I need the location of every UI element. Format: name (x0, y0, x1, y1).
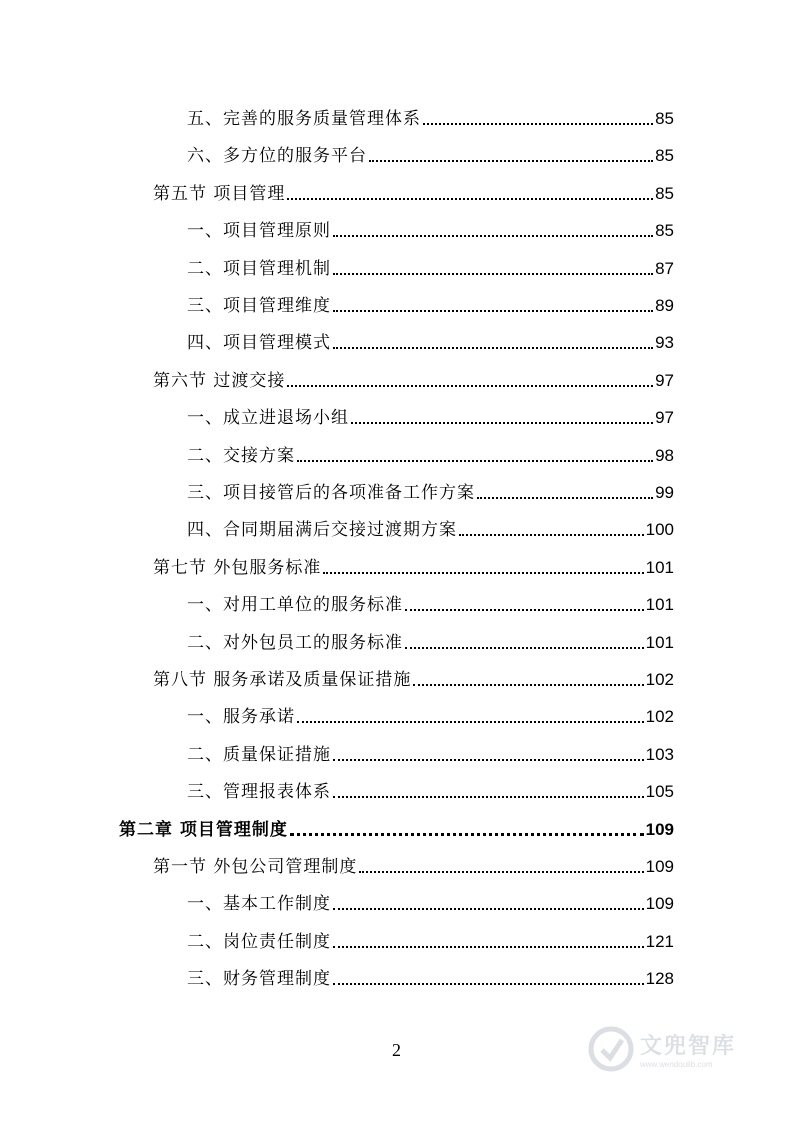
page-number: 2 (392, 1040, 401, 1060)
toc-entry-page: 109 (645, 894, 674, 914)
toc-subsection-entry[interactable] (187, 105, 674, 133)
toc-entry-label: 一、项目管理原则 (187, 221, 331, 242)
toc-entry-page: 100 (645, 520, 674, 540)
toc-entry-label: 二、岗位责任制度 (187, 931, 331, 952)
toc-entry-label: 三、管理报表体系 (187, 782, 331, 803)
toc-entry-page: 93 (655, 333, 674, 353)
toc-entry-page: 89 (655, 296, 674, 315)
watermark (588, 1022, 758, 1076)
toc-entry-label: 一、对用工单位的服务标准 (187, 595, 403, 616)
toc-entry-label: 第五节 项目管理 (153, 183, 286, 204)
toc-leader-dots (333, 235, 653, 237)
toc-chapter-entry[interactable] (119, 816, 674, 844)
toc-entry-page: 105 (645, 782, 674, 802)
toc-subsection-entry[interactable] (187, 890, 674, 918)
toc-entry-page: 101 (645, 595, 674, 615)
toc-entry-page: 85 (655, 109, 674, 128)
toc-section-entry[interactable] (153, 367, 674, 395)
toc-entry-page: 103 (645, 744, 674, 764)
toc-leader-dots (333, 347, 653, 349)
watermark-brand: 文兜智库 (640, 1034, 737, 1059)
toc-subsection-entry[interactable] (187, 217, 674, 245)
toc-entry-label: 一、基本工作制度 (187, 894, 331, 915)
toc-subsection-entry[interactable] (187, 591, 674, 619)
toc-entry-page: 128 (645, 969, 674, 989)
toc-section-entry[interactable] (153, 554, 674, 582)
toc-subsection-entry[interactable] (187, 255, 674, 283)
toc-entry-label: 三、项目接管后的各项准备工作方案 (187, 483, 475, 503)
toc-leader-dots (405, 609, 644, 611)
toc-entry-page: 87 (655, 258, 674, 278)
toc-subsection-entry[interactable] (187, 442, 674, 470)
toc-leader-dots (333, 759, 644, 761)
toc-entry-page: 109 (645, 857, 674, 876)
toc-leader-dots (287, 198, 653, 200)
toc-subsection-entry[interactable] (187, 292, 674, 320)
toc-entry-label: 二、对外包员工的服务标准 (187, 632, 403, 653)
toc-entry-label: 第七节 外包服务标准 (153, 557, 322, 578)
toc-leader-dots (323, 572, 643, 574)
toc-entry-label: 三、项目管理维度 (187, 296, 331, 316)
toc-entry-page: 109 (645, 819, 674, 839)
toc-leader-dots (369, 160, 653, 162)
toc-section-entry[interactable] (153, 666, 674, 694)
toc-leader-dots (423, 123, 653, 125)
toc-subsection-entry[interactable] (187, 741, 674, 769)
toc-leader-dots (333, 946, 644, 948)
toc-subsection-entry[interactable] (187, 778, 674, 806)
toc-leader-dots (297, 460, 653, 462)
toc-leader-dots (333, 273, 653, 275)
toc-entry-page: 102 (645, 707, 674, 727)
toc-subsection-entry[interactable] (187, 928, 674, 956)
toc-subsection-entry[interactable] (187, 142, 674, 170)
toc-entry-page: 85 (655, 146, 674, 166)
toc-section-entry[interactable] (153, 180, 674, 208)
toc-entry-label: 六、多方位的服务平台 (187, 146, 367, 167)
toc-leader-dots (297, 721, 644, 723)
toc-entry-label: 一、成立进退场小组 (187, 408, 349, 429)
toc-entry-page: 99 (655, 483, 674, 502)
toc-subsection-entry[interactable] (187, 703, 674, 731)
toc-entry-page: 85 (655, 183, 674, 203)
toc-entry-label: 第二章 项目管理制度 (119, 819, 288, 840)
toc-entry-page: 85 (655, 221, 674, 241)
toc-entry-page: 121 (645, 931, 674, 951)
toc-entry-label: 五、完善的服务质量管理体系 (187, 109, 421, 129)
toc-subsection-entry[interactable] (187, 404, 674, 432)
toc-leader-dots (333, 983, 644, 985)
watermark-logo-icon (588, 1026, 634, 1072)
toc-section-entry[interactable] (153, 853, 674, 881)
toc-entry-label: 二、交接方案 (187, 445, 295, 466)
toc-leader-dots (333, 796, 644, 798)
toc-entry-page: 102 (645, 670, 674, 689)
toc-leader-dots (287, 385, 653, 387)
toc-entry-label: 四、合同期届满后交接过渡期方案 (187, 520, 457, 541)
watermark-url: www.wendoulib.com (640, 1060, 713, 1069)
toc-entry-label: 第一节 外包公司管理制度 (153, 857, 358, 877)
toc-entry-page: 97 (655, 408, 674, 428)
toc-leader-dots (405, 647, 644, 649)
toc-entry-label: 二、质量保证措施 (187, 744, 331, 765)
toc-leader-dots (351, 422, 653, 424)
toc-entry-page: 98 (655, 445, 674, 465)
toc-subsection-entry[interactable] (187, 516, 674, 544)
toc-subsection-entry[interactable] (187, 629, 674, 657)
toc-leader-dots (459, 534, 644, 536)
toc-entry-label: 四、项目管理模式 (187, 333, 331, 354)
toc-entry-label: 第八节 服务承诺及质量保证措施 (153, 670, 412, 690)
toc-entry-label: 二、项目管理机制 (187, 258, 331, 279)
toc-leader-dots (413, 684, 643, 686)
toc-leader-dots (359, 871, 643, 873)
toc-entry-page: 101 (645, 557, 674, 577)
toc-entry-page: 97 (655, 370, 674, 390)
toc-subsection-entry[interactable] (187, 965, 674, 993)
toc-leader-dots (333, 310, 653, 312)
toc-entry-label: 一、服务承诺 (187, 707, 295, 728)
toc-entry-label: 三、财务管理制度 (187, 969, 331, 990)
toc-entry-page: 101 (645, 632, 674, 652)
toc-entry-label: 第六节 过渡交接 (153, 370, 286, 391)
toc-leader-dots (290, 833, 644, 836)
toc-subsection-entry[interactable] (187, 329, 674, 357)
toc-subsection-entry[interactable] (187, 479, 674, 507)
toc-leader-dots (333, 908, 644, 910)
toc-leader-dots (477, 497, 653, 499)
